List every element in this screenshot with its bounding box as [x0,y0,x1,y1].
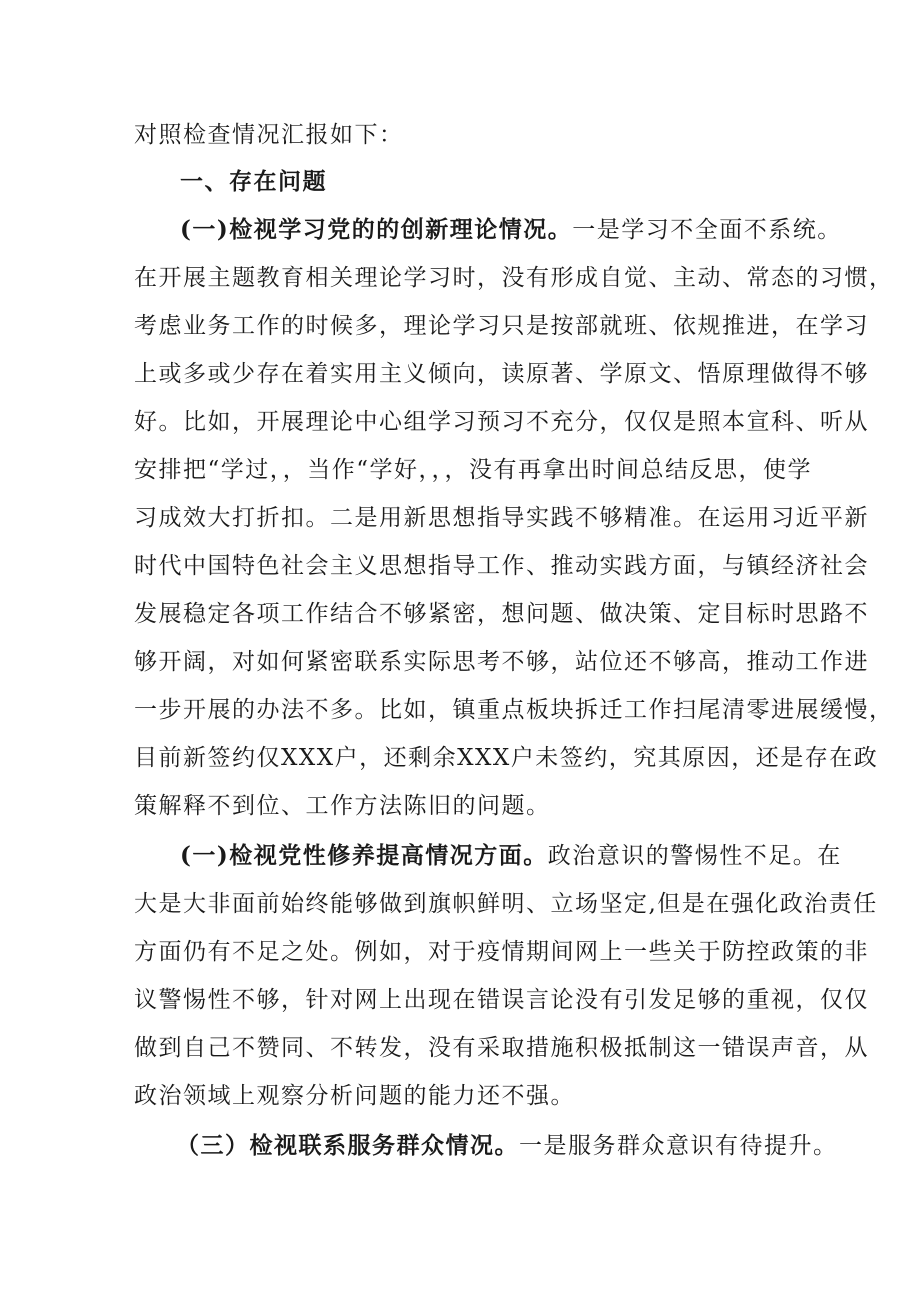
paragraph-line: 习成效大打折扣。二是用新思想指导实践不够精准。在运用习近平新 [134,505,869,531]
paragraph-line: 做到自己不赞同、不转发，没有采取措施积极抵制这一错误声音，从 [134,1035,869,1061]
paragraph-heading: (一)检视学习党的的创新理论情况。 [180,216,573,243]
paragraph-line: 方面仍有不足之处。例如，对于疫情期间网上一些关于防控政策的非 [134,939,869,965]
paragraph-line: 好。比如，开展理论中心组学习预习不充分，仅仅是照本宣科、听从 [134,409,869,435]
paragraph-line: 一步开展的办法不多。比如，镇重点板块拆迁工作扫尾清零进展缓慢， [134,697,894,723]
paragraph-first-line [176,1126,838,1166]
paragraph-heading: （三）检视联系服务群众情况。 [176,1132,519,1159]
intro-line: 对照检查情况汇报如下： [134,122,404,148]
paragraph-first-line [180,836,842,876]
paragraph-heading: (一)检视党性修养提高情况方面。 [180,842,548,869]
paragraph-line: 上或多或少存在着实用主义倾向，读原著、学原文、悟原理做得不够 [134,361,869,387]
paragraph-line: 议警惕性不够，针对网上出现在错误言论没有引发足够的重视，仅仅 [134,987,869,1013]
paragraph-line: 考虑业务工作的时候多，理论学习只是按部就班、依规推进，在学习 [134,313,869,339]
paragraph-text: 一是学习不全面不系统。 [572,217,842,243]
paragraph-line: 在开展主题教育相关理论学习时，没有形成自觉、主动、常态的习惯， [134,265,894,291]
paragraph-line: 安排把“学过，，当作“学好，，，没有再拿出时间总结反思，使学 [134,457,813,483]
paragraph-text: 一是服务群众意识有待提升。 [519,1133,838,1159]
section-heading: 一、存在问题 [180,168,327,195]
paragraph-text: 政治意识的警惕性不足。在 [547,843,842,869]
paragraph-first-line [180,210,842,250]
paragraph-line: 发展稳定各项工作结合不够紧密，想问题、做决策、定目标时思路不 [134,601,869,627]
paragraph-line: 大是大非面前始终能够做到旗帜鲜明、立场坚定,但是在强化政治责任 [134,891,878,917]
paragraph-line: 目前新签约仅XXX户，还剩余XXX户未签约，究其原因，还是存在政 [134,745,879,771]
paragraph-line: 够开阔，对如何紧密联系实际思考不够，站位还不够高，推动工作进 [134,649,869,675]
paragraph-line: 策解释不到位、工作方法陈旧的问题。 [134,793,551,819]
paragraph-line: 政治领域上观察分析问题的能力还不强。 [134,1083,575,1109]
paragraph-line: 时代中国特色社会主义思想指导工作、推动实践方面，与镇经济社会 [134,553,869,579]
